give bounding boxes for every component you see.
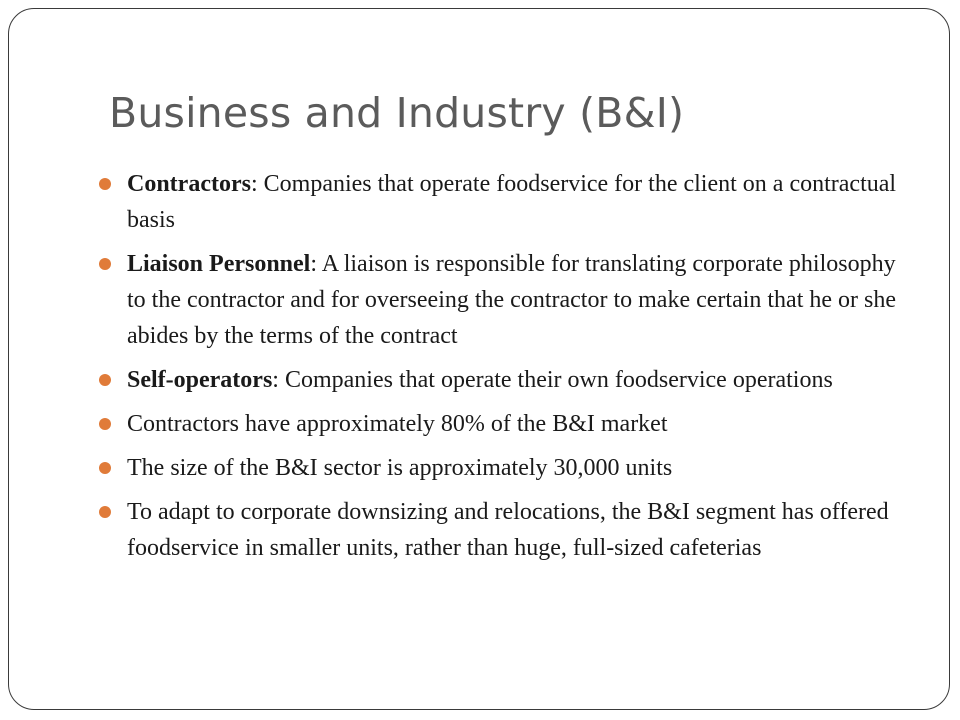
bullet-term: Liaison Personnel — [127, 251, 311, 277]
bullet-item-downsizing — [99, 494, 909, 566]
bullet-item-sector-size — [99, 450, 909, 486]
bullet-text: : Companies that operate foodservice for the client on a contractual basis — [127, 171, 897, 233]
bullet-text: Contractors have approximately 80% of the B&I market — [127, 411, 668, 437]
slide-frame — [8, 8, 950, 710]
bullet-dot-icon — [99, 258, 111, 270]
bullet-dot-icon — [99, 418, 111, 430]
bullet-dot-icon — [99, 178, 111, 190]
bullet-text: The size of the B&I sector is approximately 30,000 units — [127, 455, 673, 481]
bullet-dot-icon — [99, 374, 111, 386]
bullet-text: : Companies that operate their own foodservice operations — [272, 367, 833, 393]
bullet-list — [99, 166, 909, 574]
bullet-item-self-operators — [99, 362, 909, 398]
bullet-text: To adapt to corporate downsizing and relocations, the B&I segment has offered foodservice in smaller units, rather than huge, full-sized cafeterias — [127, 499, 889, 561]
bullet-item-contractors — [99, 166, 909, 238]
bullet-term: Contractors — [127, 171, 251, 197]
slide-title: Business and Industry (B&I) — [109, 89, 685, 137]
bullet-dot-icon — [99, 462, 111, 474]
bullet-term: Self-operators — [127, 367, 273, 393]
bullet-dot-icon — [99, 506, 111, 518]
bullet-item-market-share — [99, 406, 909, 442]
bullet-item-liaison-personnel — [99, 246, 909, 354]
bullet-text: : A liaison is responsible for translating corporate philosophy to the contractor and for overseeing the contractor to make certain that he or she abides by the terms of the contract — [127, 251, 897, 349]
